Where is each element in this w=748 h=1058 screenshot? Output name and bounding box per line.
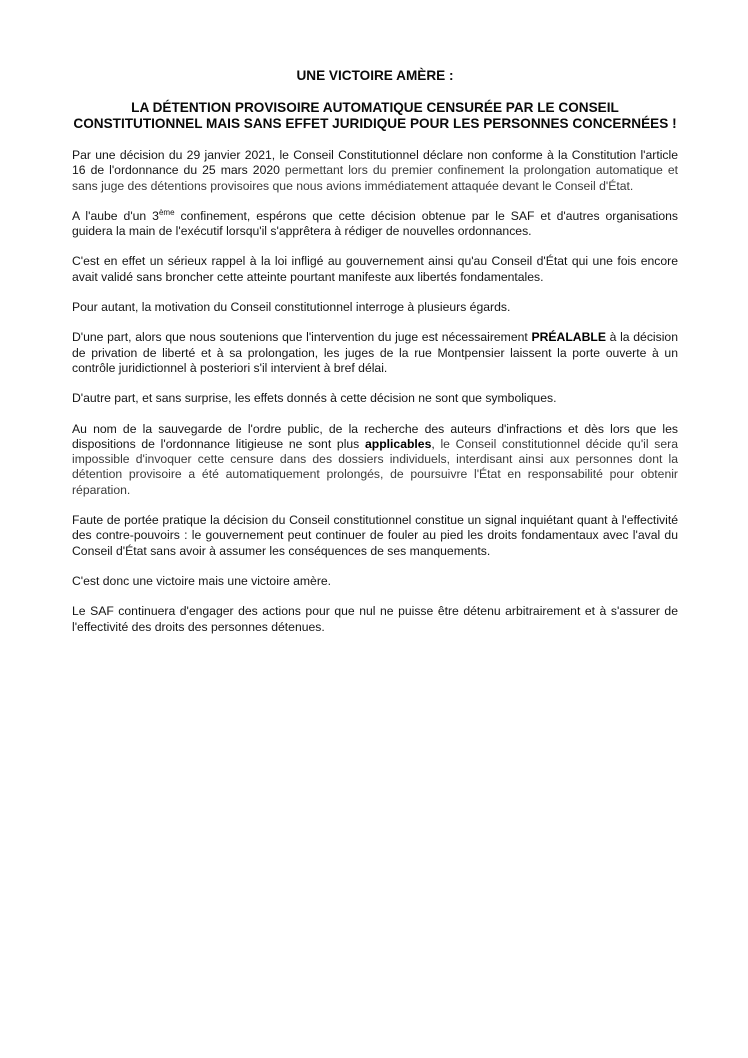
emphasis-prealable: PRÉALABLE bbox=[531, 330, 606, 345]
paragraph-first-point bbox=[72, 330, 678, 376]
paragraph-confinement-continuation: confinement, espérons que cette décision obtenue par le SAF et d'autres organisations guidera la main de l'exécutif lorsqu'il s'apprêtera à rédiger de nouvelles ordonnances. bbox=[72, 208, 679, 239]
document-subtitle: LA DÉTENTION PROVISOIRE AUTOMATIQUE CENSURÉE PAR LE CONSEIL CONSTITUTIONNEL MAIS SANS EFFET JURIDIQUE POUR LES PERSONNES CONCERNÉES ! bbox=[73, 100, 677, 131]
paragraph-portee-pratique: Faute de portée pratique la décision du Conseil constitutionnel constitue un signal inquiétant quant à l'effectivité des contre-pouvoirs : le gouvernement peut continuer de fouler au pied les droits fondamentaux avec l'aval du Conseil d'État sans avoir à assumer les conséquences de ses manquements. bbox=[72, 513, 678, 558]
paragraph-confinement-text: A l'aube d'un 3 bbox=[72, 208, 159, 223]
paragraph-first-point-text: D'une part, alors que nous soutenions que l'intervention du juge est nécessairement bbox=[72, 330, 532, 345]
paragraph-decision-continuation: permettant lors du premier confinement la prolongation automatique et sans juge des détentions provisoires que nous avions immédiatement attaquée devant le Conseil d'État. bbox=[72, 163, 678, 193]
paragraph-first-point-continuation: à la décision de privation de liberté et à sa prolongation, les juges de la rue Montpensier laissent la porte ouverte à un contrôle juridictionnel à posteriori s'il intervient à bref délai. bbox=[72, 330, 678, 375]
paragraph-second-point: D'autre part, et sans surprise, les effets donnés à cette décision ne sont que symboliques. bbox=[72, 391, 557, 406]
paragraph-ordre-public-comma: , bbox=[431, 436, 435, 451]
paragraph-saf-actions: Le SAF continuera d'engager des actions pour que nul ne puisse être détenu arbitrairement et à s'assurer de l'effectivité des droits des personnes détenues. bbox=[72, 604, 678, 634]
paragraph-motivation: Pour autant, la motivation du Conseil constitutionnel interroge à plusieurs égards. bbox=[72, 300, 511, 315]
document-title: UNE VICTOIRE AMÈRE : bbox=[296, 68, 454, 83]
paragraph-rappel: C'est en effet un sérieux rappel à la loi infligé au gouvernement ainsi qu'au Conseil d'État qui une fois encore avait validé sans broncher cette atteinte pourtant manifeste aux libertés fondamentales. bbox=[72, 254, 678, 284]
paragraph-confinement bbox=[72, 209, 678, 240]
paragraph-decision-text: Par une décision du 29 janvier 2021, le Conseil Constitutionnel déclare non conforme à la Constitution l'article 16 de l'ordonnance du 25 mars 2020 bbox=[72, 148, 678, 178]
paragraph-ordre-public bbox=[72, 422, 678, 498]
paragraph-victoire-amere: C'est donc une victoire mais une victoire amère. bbox=[72, 573, 332, 588]
superscript-eme: ème bbox=[158, 207, 175, 217]
emphasis-applicables: applicables bbox=[364, 436, 432, 451]
document-page bbox=[72, 68, 678, 650]
paragraph-ordre-public-text: Au nom de la sauvegarde de l'ordre public, de la recherche des auteurs d'infractions et dès lors que les dispositions de l'ordonnance litigieuse ne sont plus bbox=[72, 421, 678, 451]
paragraph-ordre-public-continuation: le Conseil constitutionnel décide qu'il sera impossible d'invoquer cette censure dans des dossiers individuels, interdisant ainsi aux personnes dont la détention provisoire a été automatiquement prolongés, de poursuivre l'État en responsabilité pour obtenir réparation. bbox=[72, 436, 678, 497]
paragraph-decision bbox=[72, 148, 678, 194]
